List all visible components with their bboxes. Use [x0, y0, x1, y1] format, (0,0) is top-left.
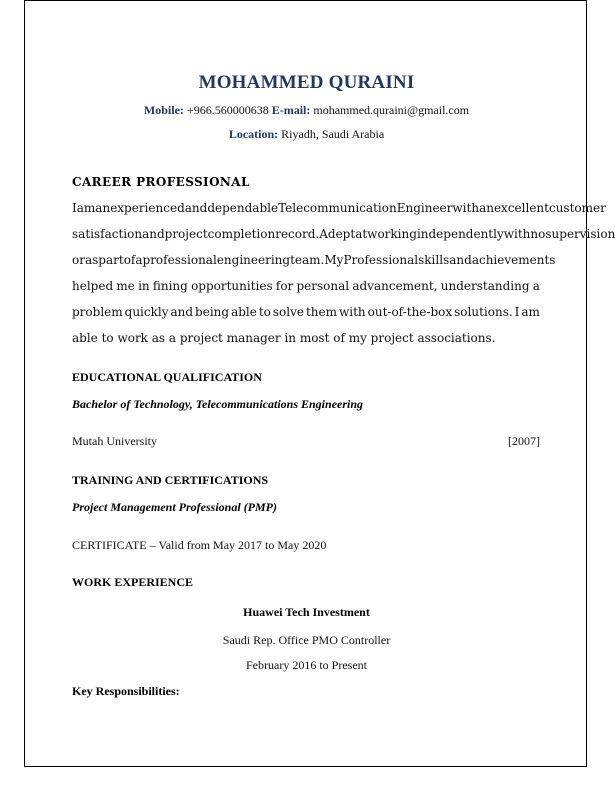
career-word: working [367, 227, 417, 241]
career-word: My [324, 253, 344, 267]
career-word: understanding [440, 279, 530, 293]
career-word: Engineer [396, 201, 453, 215]
location-label: Location: [228, 127, 279, 141]
career-word: I [514, 305, 520, 319]
career-word: advancement, [352, 279, 438, 293]
career-word: at [355, 227, 368, 241]
career-word: record. [275, 227, 320, 241]
career-word: customer [548, 201, 606, 215]
career-word: for [275, 279, 294, 293]
job-role: Saudi Rep. Office PMO Controller [222, 633, 391, 647]
company-name: Huawei Tech Investment [243, 605, 370, 619]
candidate-name: MOHAMMED QURAINI [198, 72, 415, 93]
resume-page [24, 0, 615, 767]
career-word: being [195, 305, 230, 319]
career-line-last: able to work as a project manager in most of my project associations. [72, 331, 496, 345]
career-word: independently [416, 227, 504, 241]
university-name: Mutah University [72, 434, 157, 448]
career-word: quickly [124, 305, 169, 319]
career-word: solve [272, 305, 304, 319]
career-word: fining [152, 279, 188, 293]
career-word: with [503, 227, 531, 241]
graduation-year: [2007] [508, 434, 540, 448]
career-word: able [231, 305, 257, 319]
career-line [72, 197, 606, 223]
career-word: engineering [216, 253, 291, 267]
career-heading: CAREER PROFESSIONAL [72, 175, 250, 189]
career-word: project [164, 227, 208, 241]
career-word: personal [296, 279, 350, 293]
career-word: an [95, 201, 111, 215]
career-word: Adept [319, 227, 356, 241]
career-word: of [123, 253, 136, 267]
education-row [72, 434, 540, 449]
career-word: problem [72, 305, 123, 319]
career-word: professional [142, 253, 217, 267]
career-word: or [72, 253, 85, 267]
career-word: as [84, 253, 99, 267]
career-word: and [170, 305, 194, 319]
career-word: and [449, 253, 472, 267]
career-word: excellent [493, 201, 549, 215]
key-responsibilities-label: Key Responsibilities: [72, 684, 180, 698]
career-word: completion [207, 227, 276, 241]
career-word: a [532, 279, 540, 293]
career-word: am [76, 201, 96, 215]
career-summary [72, 197, 615, 353]
career-word: team. [290, 253, 325, 267]
career-line [72, 249, 556, 275]
certification-title: Project Management Professional (PMP) [72, 500, 277, 514]
career-word: satisfaction [72, 227, 143, 241]
career-word: a [135, 253, 143, 267]
degree-title: Bachelor of Technology, Telecommunications Engineering [72, 397, 364, 411]
education-heading: EDUCATIONAL QUALIFICATION [72, 370, 262, 384]
email-label: E-mail: [271, 103, 311, 117]
career-word: with [338, 305, 366, 319]
career-word: experienced [110, 201, 185, 215]
career-word: Telecommunication [278, 201, 397, 215]
career-word: in [138, 279, 150, 293]
career-word: I [72, 201, 77, 215]
mobile-label: Mobile: [143, 103, 184, 117]
career-word: skills [418, 253, 450, 267]
career-word: am [521, 305, 540, 319]
training-heading: TRAINING AND CERTIFICATIONS [72, 473, 269, 487]
career-word: supervision [545, 227, 615, 241]
career-line [72, 301, 540, 327]
certificate-validity: CERTIFICATE – Valid from May 2017 to May 2020 [72, 538, 327, 552]
career-word: dependable [207, 201, 279, 215]
career-word: to [258, 305, 271, 319]
mobile-value: +966.560000638 [186, 103, 269, 117]
contact-line-phone-email [25, 103, 588, 118]
career-word: an [479, 201, 494, 215]
career-word: Professional [343, 253, 419, 267]
location-value: Riyadh, Saudi Arabia [281, 127, 385, 141]
contact-line-location [25, 127, 588, 142]
career-word: achievements [471, 253, 556, 267]
work-heading: WORK EXPERIENCE [72, 575, 194, 589]
email-value: mohammed.quraini@gmail.com [313, 103, 470, 117]
career-line [72, 223, 615, 249]
career-word: me [116, 279, 135, 293]
career-word: helped [72, 279, 114, 293]
career-word: with [452, 201, 480, 215]
career-word: and [184, 201, 208, 215]
career-word: part [98, 253, 124, 267]
career-word: no [530, 227, 546, 241]
career-word: and [142, 227, 165, 241]
career-word: opportunities [191, 279, 273, 293]
employment-dates: February 2016 to Present [246, 658, 367, 672]
career-word: them [305, 305, 337, 319]
career-word: solutions. [454, 305, 513, 319]
career-word: out-of-the-box [367, 305, 453, 319]
career-line [72, 275, 540, 301]
